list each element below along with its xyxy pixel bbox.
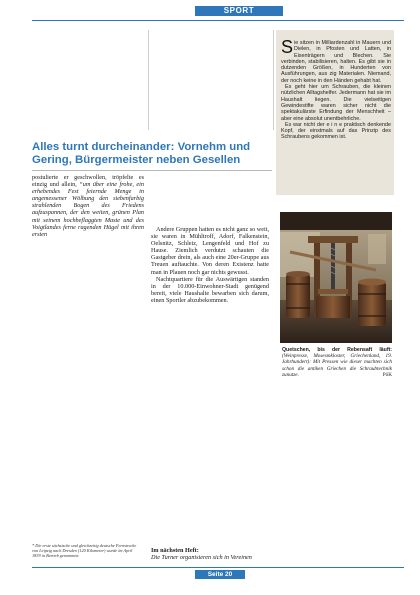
wine-press-illustration xyxy=(280,212,392,343)
next-issue xyxy=(151,547,311,561)
caption-body: (Weinpresse, Mosesmkloster, Griechenland, 19. Jahrhundert): Mit Pressen wie dieser machten sich schon die antiken Griechen die Schraubtechnik zunutze. xyxy=(282,353,392,378)
headline-divider xyxy=(32,170,272,171)
sidebar-dropcap: S xyxy=(281,37,294,57)
page-number: Seite 20 xyxy=(195,570,245,579)
next-issue-title: Die Turner organisieren sich in Vereinen xyxy=(151,554,252,562)
caption-lead: Quetschen, bis der Rebensaft läuft: xyxy=(282,347,392,353)
column-1-text: postulierte er geschwollen, tröpfelte es einzig und allein, xyxy=(32,174,144,189)
footer-divider xyxy=(32,567,404,568)
sidebar-paragraph-3: Es war nicht der e i n e praktisch denkende Kopf, der einstmals auf das Prinzip des Schraubens gekommen ist. xyxy=(281,121,391,141)
column-1-quote: “um über eine frohe, ein erhebendes Fest feiernde Menge in angemessener Wölbung den siebenfarbig strahlenden Bogen des Friedens aufzuspannen, der den weiten, grünen Plan mit seinem hochbeflaggten Maste und des Voigtlandes ferne ragenden Hügel mit ihren ersten xyxy=(32,181,144,238)
article-column-1 xyxy=(32,174,144,238)
section-header: SPORT xyxy=(195,6,283,16)
photo-caption xyxy=(282,347,392,378)
wine-press-photo xyxy=(280,212,392,343)
article-column-2 xyxy=(151,226,269,304)
column-divider-1 xyxy=(148,30,149,130)
article-headline: Alles turnt durcheinander: Vornehm und Gering, Bürgermeister neben Gesellen xyxy=(32,141,251,166)
next-issue-label: Im nächsten Heft: xyxy=(151,547,199,554)
sidebar-text xyxy=(281,37,391,141)
column-divider-2 xyxy=(273,30,274,130)
column-2-paragraph-1: Andere Gruppen hatten es nicht ganz so weit, sie waren in Mühltroff, Adorf, Falkenstein, Oelsnitz, Schleiz, Lengenfeld und Hof zu Hause. Ziemlich verdutzt schauten die Gastgeber drein, als auch eine 20er-Gruppe aus Treuen auftauchte. Von deren Existenz hatte man in Plauen noch gar nichts gewusst. xyxy=(151,226,269,276)
top-divider xyxy=(32,20,404,21)
sidebar-paragraph-1: ie sitzen in Milliardenzahl in Mauern und Dielen, in Pfosten und Latten, in Eisenträgern und Blechen. Sie verbinden, stabilisieren, halten. Es gibt sie in dutzenden Größen, in Hunderten von Ausführungen, aus zig Materialen. Niemand, der noch keine in den Händen gehabt hat. xyxy=(281,40,391,84)
footnote: * Die erste sächsische und gleichzeitig deutsche Fernstrecke von Leipzig nach Dresden (120 Kilometer) wurde im April 1839 in Betrieb genommen. xyxy=(32,543,137,559)
sidebar-paragraph-2: Es geht hier um Schrauben, die kleinen nützlichen Alltagshelfer. Jedermann hat sie im Haushalt liegen. Die vielseitigen Gewindestifte waren sicher nicht die spektakulärste Erfindung der Menschheit – aber eine absolut unentbehrliche. xyxy=(281,84,391,122)
column-2-paragraph-2: Nachtquartiere für die Auswärtigen standen in der 10.000-Einwohner-Stadt genügend bereit, viele Haushalte bewarben sich darum, einen Sportler abzubekommen. xyxy=(151,275,269,304)
photo-credit: PöK xyxy=(382,371,392,378)
